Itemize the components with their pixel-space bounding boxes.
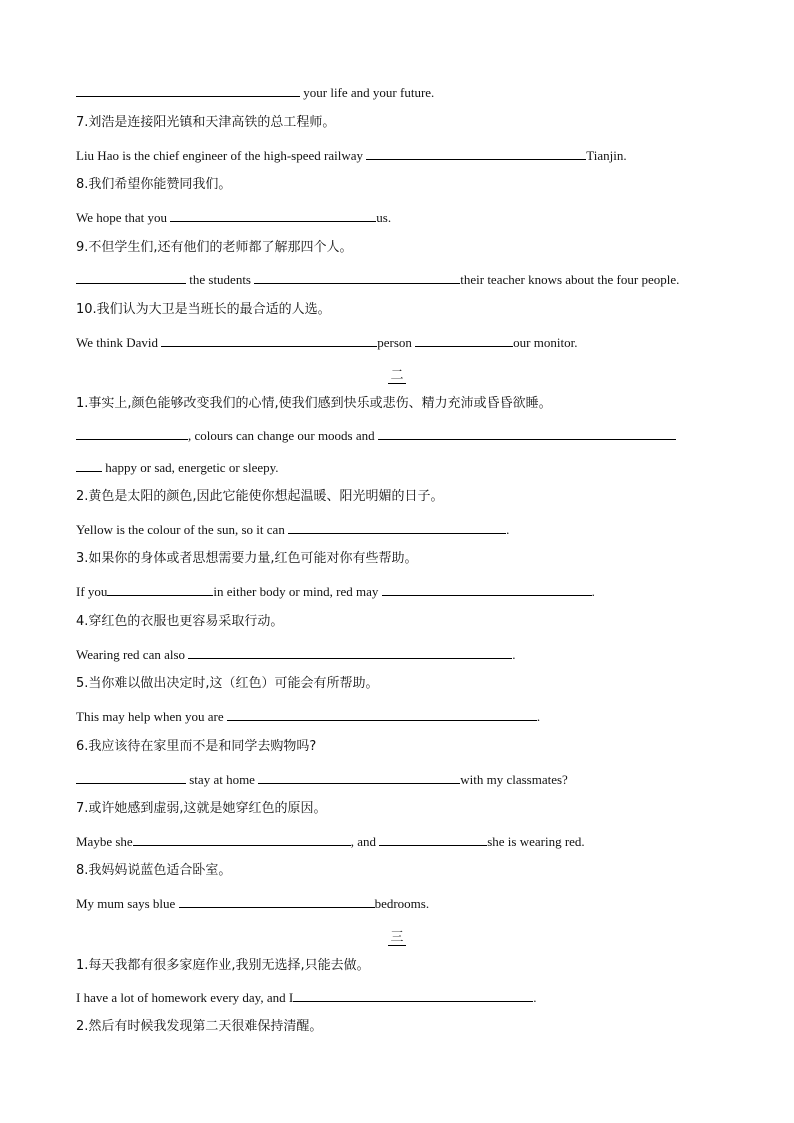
answer-line-6 bbox=[76, 84, 434, 101]
sentence-text: our monitor. bbox=[513, 335, 578, 350]
answer-line-7 bbox=[76, 147, 627, 164]
blank[interactable] bbox=[133, 833, 351, 846]
sentence-text: . bbox=[591, 584, 595, 599]
blank[interactable] bbox=[366, 147, 586, 160]
sentence-text: . bbox=[536, 709, 541, 724]
sentence-text: bedrooms. bbox=[374, 896, 430, 911]
s2-answer-line-7 bbox=[76, 833, 585, 850]
blank[interactable] bbox=[170, 209, 376, 222]
s2-question-2-chinese: 2.黄色是太阳的颜色,因此它能使你想起温暖、阳光明媚的日子。 bbox=[76, 489, 444, 504]
question-9-chinese: 9.不但学生们,还有他们的老师都了解那四个人。 bbox=[76, 240, 353, 255]
blank[interactable] bbox=[293, 989, 533, 1002]
section-heading-text: 三 bbox=[390, 930, 404, 945]
sentence-text: We think David bbox=[76, 335, 158, 350]
answer-line-9 bbox=[76, 271, 679, 288]
section-heading bbox=[0, 364, 794, 383]
sentence-text: us. bbox=[376, 210, 392, 225]
blank[interactable] bbox=[76, 427, 188, 440]
question-7-chinese: 7.刘浩是连接阳光镇和天津高铁的总工程师。 bbox=[76, 115, 336, 130]
blank[interactable] bbox=[76, 459, 102, 472]
blank[interactable] bbox=[227, 708, 537, 721]
s3-answer-line-1 bbox=[76, 989, 536, 1006]
blank[interactable] bbox=[188, 646, 512, 659]
sentence-text: happy or sad, energetic or sleepy. bbox=[105, 460, 279, 475]
s2-question-7-chinese: 7.或许她感到虚弱,这就是她穿红色的原因。 bbox=[76, 801, 327, 816]
answer-line-8 bbox=[76, 209, 391, 226]
sentence-text: the students bbox=[189, 272, 251, 287]
sentence-text: . bbox=[512, 647, 516, 662]
s2-question-4-chinese: 4.穿红色的衣服也更容易采取行动。 bbox=[76, 614, 284, 629]
blank[interactable] bbox=[382, 583, 592, 596]
sentence-text: person bbox=[377, 335, 412, 350]
sentence-text: . bbox=[533, 990, 537, 1005]
sentence-text: in either body or mind, red may bbox=[213, 584, 379, 599]
sentence-text: If you bbox=[76, 584, 108, 599]
sentence-text: My mum says blue bbox=[76, 896, 176, 911]
sentence-text: , colours can change our moods and bbox=[188, 428, 375, 443]
sentence-text: We hope that you bbox=[76, 210, 168, 225]
s2-answer-line-5 bbox=[76, 708, 540, 725]
blank[interactable] bbox=[76, 771, 186, 784]
section-heading bbox=[0, 926, 794, 945]
blank[interactable] bbox=[179, 895, 375, 908]
blank[interactable] bbox=[76, 84, 300, 97]
s2-answer-line-4 bbox=[76, 646, 516, 663]
sentence-text: stay at home bbox=[189, 772, 255, 787]
s2-answer-line-6 bbox=[76, 771, 568, 788]
sentence-text: Wearing red can also bbox=[76, 647, 186, 662]
sentence-text: she is wearing red. bbox=[487, 834, 585, 849]
s2-question-8-chinese: 8.我妈妈说蓝色适合卧室。 bbox=[76, 863, 232, 878]
blank[interactable] bbox=[258, 771, 460, 784]
sentence-text: . bbox=[506, 522, 510, 537]
s3-question-2-chinese: 2.然后有时候我发现第二天很难保持清醒。 bbox=[76, 1019, 323, 1034]
blank[interactable] bbox=[107, 583, 213, 596]
sentence-text: Liu Hao is the chief engineer of the high-speed railway bbox=[76, 148, 363, 163]
blank[interactable] bbox=[76, 271, 186, 284]
sentence-text: their teacher knows about the four people. bbox=[460, 272, 680, 287]
sentence-text: I have a lot of homework every day, and I bbox=[76, 990, 294, 1005]
blank[interactable] bbox=[254, 271, 460, 284]
sentence-text: with my classmates? bbox=[460, 772, 568, 787]
s3-question-1-chinese: 1.每天我都有很多家庭作业,我别无选择,只能去做。 bbox=[76, 958, 370, 973]
s2-question-5-chinese: 5.当你难以做出决定时,这（红色）可能会有所帮助。 bbox=[76, 676, 379, 691]
blank[interactable] bbox=[161, 334, 377, 347]
sentence-text: your life and your future. bbox=[303, 85, 435, 100]
answer-line-10 bbox=[76, 334, 577, 351]
s2-answer-line-8 bbox=[76, 895, 429, 912]
sentence-text: Yellow is the colour of the sun, so it can bbox=[76, 522, 285, 537]
s2-question-6-chinese: 6.我应该待在家里而不是和同学去购物吗? bbox=[76, 739, 317, 754]
sentence-text: Tianjin. bbox=[586, 148, 627, 163]
question-10-chinese: 10.我们认为大卫是当班长的最合适的人选。 bbox=[76, 302, 331, 317]
s2-answer-line-1b bbox=[76, 459, 279, 476]
section-heading-text: 二 bbox=[390, 368, 404, 383]
s2-answer-line-2 bbox=[76, 521, 509, 538]
s2-answer-line-3 bbox=[76, 583, 595, 600]
question-8-chinese: 8.我们希望你能赞同我们。 bbox=[76, 177, 232, 192]
sentence-text: This may help when you are bbox=[76, 709, 224, 724]
blank[interactable] bbox=[288, 521, 506, 534]
sentence-text: , and bbox=[350, 834, 376, 849]
blank[interactable] bbox=[415, 334, 513, 347]
s2-question-1-chinese: 1.事实上,颜色能够改变我们的心情,使我们感到快乐或悲伤、精力充沛或昏昏欲睡。 bbox=[76, 396, 552, 411]
s2-answer-line-1a bbox=[76, 427, 676, 444]
blank[interactable] bbox=[378, 427, 676, 440]
blank[interactable] bbox=[379, 833, 487, 846]
s2-question-3-chinese: 3.如果你的身体或者思想需要力量,红色可能对你有些帮助。 bbox=[76, 551, 418, 566]
sentence-text: Maybe she bbox=[76, 834, 133, 849]
